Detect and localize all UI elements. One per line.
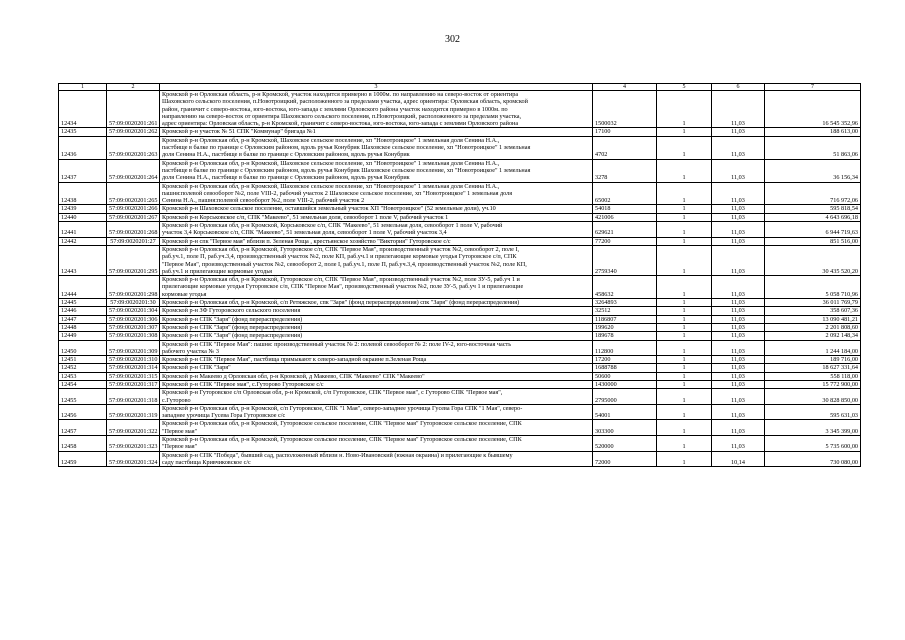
row-number-cell: 12452 xyxy=(59,364,107,372)
land-registry-table-container xyxy=(58,83,860,467)
description-cell xyxy=(160,372,593,380)
area-cell: 112800 xyxy=(593,340,657,356)
area-cell: 1186807 xyxy=(593,315,657,323)
area-cell: 3264893 xyxy=(593,299,657,307)
cadastral-number-cell: 57:09:0020201:315 xyxy=(107,372,160,380)
row-number-cell: 12437 xyxy=(59,159,107,182)
table-row xyxy=(59,364,861,372)
count-cell: 1 xyxy=(657,182,712,205)
rate-cell: 11,03 xyxy=(712,91,765,128)
row-number-cell: 12438 xyxy=(59,182,107,205)
column-header: 2 xyxy=(107,84,160,91)
row-number-cell: 12434 xyxy=(59,91,107,128)
table-row xyxy=(59,222,861,238)
area-cell: 3278 xyxy=(593,159,657,182)
value-cell: 6 944 719,63 xyxy=(765,222,861,238)
count-cell: 1 xyxy=(657,340,712,356)
description-text: Кромской р-н Орловская обл, р-н Кромской, Корськовское с/п, СПК "Макеево", 51 земельная доля, севооборот 1 поле V, рабочий участок 3,4 Корськовское с/п, СПК "Макеево", 51 земельная доля, севооборот 1 поле V, рабочий участок 3,4 xyxy=(162,222,503,237)
row-number-cell: 12436 xyxy=(59,136,107,159)
rate-cell: 11,03 xyxy=(712,222,765,238)
description-cell xyxy=(160,245,593,275)
rate-cell: 11,03 xyxy=(712,420,765,436)
table-row xyxy=(59,436,861,452)
value-cell: 36 011 769,79 xyxy=(765,299,861,307)
row-number-cell: 12459 xyxy=(59,451,107,467)
cadastral-number-cell: 57:09:0020201:266 xyxy=(107,205,160,213)
description-text: Кромской р-н СПК "Первое Мая", пастбища примыкают к северо-западной окраине п.Зеленая Роща xyxy=(162,356,427,364)
area-cell: 199620 xyxy=(593,323,657,331)
description-text: Кромской р-н СПК "Заря" (фонд перераспределения) xyxy=(162,315,303,323)
row-number-cell: 12441 xyxy=(59,222,107,238)
description-cell xyxy=(160,205,593,213)
description-cell xyxy=(160,340,593,356)
cadastral-number-cell: 57:09:0020201:298 xyxy=(107,276,160,299)
rate-cell: 11,03 xyxy=(712,307,765,315)
count-cell: 1 xyxy=(657,380,712,388)
cadastral-number-cell: 57:09:0020201:304 xyxy=(107,307,160,315)
row-number-cell: 12449 xyxy=(59,332,107,340)
rate-cell: 11,03 xyxy=(712,372,765,380)
value-cell: 5 735 600,00 xyxy=(765,436,861,452)
table-row xyxy=(59,323,861,331)
column-header: 5 xyxy=(657,84,712,91)
value-cell: 30 435 520,20 xyxy=(765,245,861,275)
table-row xyxy=(59,299,861,307)
table-row xyxy=(59,213,861,221)
table-row xyxy=(59,356,861,364)
count-cell: 1 xyxy=(657,213,712,221)
rate-cell: 11,03 xyxy=(712,136,765,159)
table-row xyxy=(59,205,861,213)
count-cell: 1 xyxy=(657,315,712,323)
count-cell: 1 xyxy=(657,332,712,340)
value-cell: 188 613,00 xyxy=(765,128,861,136)
value-cell: 36 156,34 xyxy=(765,159,861,182)
land-registry-table xyxy=(58,83,861,467)
rate-cell: 11,03 xyxy=(712,380,765,388)
row-number-cell: 12457 xyxy=(59,420,107,436)
area-cell: 303300 xyxy=(593,420,657,436)
value-cell: 30 828 850,00 xyxy=(765,389,861,405)
cadastral-number-cell: 57:09:0020201:27 xyxy=(107,237,160,245)
value-cell: 5 058 710,96 xyxy=(765,276,861,299)
area-cell: 77200 xyxy=(593,237,657,245)
area-cell: 2759340 xyxy=(593,245,657,275)
value-cell: 15 772 900,00 xyxy=(765,380,861,388)
row-number-cell: 12454 xyxy=(59,380,107,388)
cadastral-number-cell: 57:09:0020201:264 xyxy=(107,159,160,182)
description-cell xyxy=(160,213,593,221)
cadastral-number-cell: 57:09:0020201:307 xyxy=(107,323,160,331)
cadastral-number-cell: 57:09:0020201:261 xyxy=(107,91,160,128)
column-header: 1 xyxy=(59,84,107,91)
area-cell: 32512 xyxy=(593,307,657,315)
description-cell xyxy=(160,299,593,307)
table-row xyxy=(59,237,861,245)
count-cell: 1 xyxy=(657,159,712,182)
description-cell xyxy=(160,182,593,205)
description-cell xyxy=(160,323,593,331)
value-cell: 2 092 148,34 xyxy=(765,332,861,340)
description-cell xyxy=(160,136,593,159)
row-number-cell: 12442 xyxy=(59,237,107,245)
description-text: Кромской р-н Орловская обл, р-н Кромской, с/п Ретяжское, спк "Заря" (фонд перераспределения) спк "Заря" (фонд перераспределения) xyxy=(162,299,520,307)
cadastral-number-cell: 57:09:0020201:322 xyxy=(107,420,160,436)
rate-cell: 11,03 xyxy=(712,356,765,364)
description-cell xyxy=(160,307,593,315)
value-cell: 13 090 481,21 xyxy=(765,315,861,323)
description-text: Кромской р-н Орловская обл, р-н Кромской, Гуторовское с/п, СПК "Первое Мая", производственный участок №2, поле ЗУ-5, раб.уч 1 и прилегающие кормовые угодья Гуторовское с/п, СПК "Первое Мая", производственный участок №2, поле ЗУ-5, раб.уч 1 и прилегающие кормовые угодья xyxy=(162,276,524,298)
rate-cell: 11,03 xyxy=(712,315,765,323)
rate-cell: 11,03 xyxy=(712,213,765,221)
row-number-cell: 12443 xyxy=(59,245,107,275)
table-row xyxy=(59,340,861,356)
cadastral-number-cell: 57:09:0020201:324 xyxy=(107,451,160,467)
value-cell: 51 863,06 xyxy=(765,136,861,159)
count-cell: 1 xyxy=(657,323,712,331)
cadastral-number-cell: 57:09:0020201:262 xyxy=(107,128,160,136)
rate-cell: 11,03 xyxy=(712,436,765,452)
cadastral-number-cell: 57:09:0020201:317 xyxy=(107,380,160,388)
row-number-cell: 12440 xyxy=(59,213,107,221)
description-cell xyxy=(160,159,593,182)
value-cell: 595 818,54 xyxy=(765,205,861,213)
value-cell: 2 201 808,60 xyxy=(765,323,861,331)
table-row xyxy=(59,307,861,315)
count-cell: 1 xyxy=(657,364,712,372)
table-row xyxy=(59,128,861,136)
rate-cell: 11,03 xyxy=(712,237,765,245)
description-cell xyxy=(160,436,593,452)
rate-cell: 11,03 xyxy=(712,159,765,182)
column-header: 3 xyxy=(160,84,593,91)
row-number-cell: 12444 xyxy=(59,276,107,299)
value-cell: 189 716,00 xyxy=(765,356,861,364)
table-row xyxy=(59,332,861,340)
value-cell: 4 643 696,18 xyxy=(765,213,861,221)
row-number-cell: 12447 xyxy=(59,315,107,323)
value-cell: 716 972,06 xyxy=(765,182,861,205)
description-cell xyxy=(160,380,593,388)
area-cell: 54018 xyxy=(593,205,657,213)
description-text: Кромской р-н СПК "Первое мая", с.Гуторово Гуторовское с/с xyxy=(162,380,324,388)
description-text: Кромской р-н СПК "Первое Мая": пашня: производственный участок № 2: полевой севооборот № 2: поле IV-2, юго-восточная часть рабочего участка № 3 xyxy=(162,340,512,355)
row-number-cell: 12448 xyxy=(59,323,107,331)
description-cell xyxy=(160,237,593,245)
row-number-cell: 12450 xyxy=(59,340,107,356)
area-cell: 520000 xyxy=(593,436,657,452)
count-cell: 1 xyxy=(657,276,712,299)
count-cell: 1 xyxy=(657,436,712,452)
description-cell xyxy=(160,404,593,420)
value-cell: 16 545 352,96 xyxy=(765,91,861,128)
description-cell xyxy=(160,222,593,238)
description-cell xyxy=(160,356,593,364)
description-cell xyxy=(160,451,593,467)
description-text: Кромской р-н СПК "Победа", бывший сад, расположенный вблизи н. Ново-Ивановский (южная окраина) и прилегающие к бывшему саду пастбища Кривчиковское с/с xyxy=(162,451,513,466)
description-text: Кромской р-н Макеево д Орловская обл, р-н Кромской, д Макеево, СПК "Макеево" СПК "Макеево" xyxy=(162,372,425,380)
rate-cell: 10,14 xyxy=(712,451,765,467)
area-cell: 1688788 xyxy=(593,364,657,372)
description-text: Кромской р-н Гуторовское с/п Орловская обл, р-н Кромской, с/п Гуторовское, СПК "Первое мая", с Гуторово СПК "Первое мая", с.Гуторово xyxy=(162,389,503,404)
table-body xyxy=(59,91,861,467)
area-cell: 1430000 xyxy=(593,380,657,388)
column-header: 6 xyxy=(712,84,765,91)
table-row xyxy=(59,451,861,467)
area-cell: 629621 xyxy=(593,222,657,238)
row-number-cell: 12435 xyxy=(59,128,107,136)
description-cell xyxy=(160,91,593,128)
count-cell: 1 xyxy=(657,222,712,238)
area-cell: 458632 xyxy=(593,276,657,299)
table-row xyxy=(59,404,861,420)
table-row xyxy=(59,315,861,323)
area-cell: 65002 xyxy=(593,182,657,205)
count-cell: 1 xyxy=(657,451,712,467)
count-cell: 1 xyxy=(657,372,712,380)
description-text: Кромской р-н СПК "Заря" (фонд перераспределения) xyxy=(162,332,303,340)
rate-cell: 11,03 xyxy=(712,323,765,331)
description-text: Кромской р-н Орловская обл, р-н Кромской, Шаховское сельское поселение, хп "Новотроицкое" 1 земельная доля Сенина Н.А., пастбище в балке по границе с Орловским районом, вдоль ручья Конубрик Шаховское сельское поселение, хп "Новотроицкое" 1 земельная доля Сенина Н.А., пастбище в балке по границе с Орловским районом, вдоль ручья Конубрик xyxy=(162,136,531,159)
cadastral-number-cell: 57:09:0020201:265 xyxy=(107,182,160,205)
description-text: Кромской р-н Орловская обл, р-н Кромской, Гуторовское с/п, СПК "Первое Мая", производственный участок №2, севооборот 2, поле I, раб.уч.1, поле П, раб.уч.3,4, производственный участок №2, поле КП, раб.уч.1 и прилегающие кормовые угодья Гуторовское с/п, СПК "Первое Мая", производственный участок №2, севооборот 2, поле I, раб.уч.1, поле П, раб.уч.3,4, производственный участок №2, поле КП, раб.уч.1 и прилегающие кормовые угодья xyxy=(162,245,527,275)
description-text: Кромской р-н Шаховское сельское поселение, оставшийся земельный участок ХП "Новотроицкое" (52 земельные доли), уч.10 xyxy=(162,205,496,213)
count-cell: 1 xyxy=(657,128,712,136)
rate-cell: 11,03 xyxy=(712,128,765,136)
rate-cell: 11,03 xyxy=(712,332,765,340)
description-cell xyxy=(160,128,593,136)
table-row xyxy=(59,380,861,388)
description-text: Кромской р-н Орловская обл, р-н Кромской, Шаховское сельское поселение, хп "Новотроицкое" 1 земельная доля Сенина Н.А., пастбище в балке по границе с Орловским районом, вдоль ручья Конубрик Шаховское сельское поселение, хп "Новотроицкое" 1 земельная доля Сенина Н.А., пастбище в балке по границе с Орловским районом, вдоль ручья Конубрик xyxy=(162,159,531,182)
cadastral-number-cell: 57:09:0020201:306 xyxy=(107,315,160,323)
cadastral-number-cell: 57:09:0020201:308 xyxy=(107,332,160,340)
row-number-cell: 12439 xyxy=(59,205,107,213)
column-header: 7 xyxy=(765,84,861,91)
cadastral-number-cell: 57:09:0020201:309 xyxy=(107,340,160,356)
row-number-cell: 12456 xyxy=(59,404,107,420)
count-cell: 1 xyxy=(657,307,712,315)
value-cell: 358 607,36 xyxy=(765,307,861,315)
cadastral-number-cell: 57:09:0020201:263 xyxy=(107,136,160,159)
value-cell: 851 516,00 xyxy=(765,237,861,245)
rate-cell: 11,03 xyxy=(712,245,765,275)
area-cell: 54001 xyxy=(593,404,657,420)
table-row xyxy=(59,136,861,159)
table-row xyxy=(59,276,861,299)
table-row xyxy=(59,389,861,405)
rate-cell: 11,03 xyxy=(712,364,765,372)
value-cell: 18 627 331,64 xyxy=(765,364,861,372)
value-cell: 595 631,03 xyxy=(765,404,861,420)
description-cell xyxy=(160,332,593,340)
value-cell: 730 080,00 xyxy=(765,451,861,467)
description-text: Кромской р-н Орловская обл, р-н Кромской, Шаховское сельское поселение, хп "Новотроицкое" 1 земельная доля Сенина Н.А., пашня:полевой севооборот №2, поле VIII-2, рабочий участок 2 Шаховское сельское поселение, хп "Новотроицкое" 1 земельная доля Сенина Н.А., пашня:полевой севооборот №2, поле VIII-2, рабочий участок 2 xyxy=(162,182,513,205)
area-cell: 17100 xyxy=(593,128,657,136)
count-cell: 1 xyxy=(657,245,712,275)
cadastral-number-cell: 57:09:0020201:310 xyxy=(107,356,160,364)
description-text: Кромской р-н Корськовское с/п, СПК "Макеево", 51 земельная доля, севооборот 1 поле V, рабочий участок 1 xyxy=(162,213,449,221)
count-cell: 1 xyxy=(657,420,712,436)
cadastral-number-cell: 57:09:0020201:323 xyxy=(107,436,160,452)
description-cell xyxy=(160,420,593,436)
area-cell: 17200 xyxy=(593,356,657,364)
count-cell: 1 xyxy=(657,136,712,159)
area-cell: 50600 xyxy=(593,372,657,380)
row-number-cell: 12458 xyxy=(59,436,107,452)
cadastral-number-cell: 57:09:0020201:319 xyxy=(107,404,160,420)
table-row xyxy=(59,159,861,182)
table-row xyxy=(59,420,861,436)
description-text: Кромской р-н СПК "Заря" (фонд перераспределения) xyxy=(162,323,303,331)
description-cell xyxy=(160,315,593,323)
count-cell: 1 xyxy=(657,237,712,245)
description-text: Кромской р-н спк "Первое мая" вблизи п. Зеленая Роща , крестьянское хозяйство "Виктория" Гуторовское с/с xyxy=(162,237,451,245)
description-text: Кромской р-н Орловская обл, р-н Кромской, Гуторовское сельское поселение, СПК "Первое мая" Гуторовское сельское поселение, СПК "Первое мая" xyxy=(162,436,522,451)
row-number-cell: 12445 xyxy=(59,299,107,307)
count-cell: 1 xyxy=(657,91,712,128)
count-cell: 1 xyxy=(657,299,712,307)
page-number: 302 xyxy=(445,34,460,45)
area-cell: 2795000 xyxy=(593,389,657,405)
rate-cell: 11,03 xyxy=(712,340,765,356)
table-row xyxy=(59,182,861,205)
description-text: Кромской р-н участок № 51 СПК "Коммунар" бригада №1 xyxy=(162,128,316,136)
table-row xyxy=(59,372,861,380)
cadastral-number-cell: 57:09:0020201:318 xyxy=(107,389,160,405)
description-text: Кромской р-н Орловская обл, р-н Кромской, с/п Гуторовское, СПК "1 Мая", северо-западнее урочища Гусева Гора СПК "1 Мая", северо- западнее урочища Гусева Гора Гуторовское с/с xyxy=(162,404,523,420)
description-text: Кромской р-н ЗФ Гуторовского сельского поселения xyxy=(162,307,301,315)
value-cell: 558 118,00 xyxy=(765,372,861,380)
rate-cell: 11,03 xyxy=(712,182,765,205)
cadastral-number-cell: 57:09:0020201:295 xyxy=(107,245,160,275)
area-cell: 1500032 xyxy=(593,91,657,128)
rate-cell: 11,03 xyxy=(712,299,765,307)
description-cell xyxy=(160,276,593,299)
table-row xyxy=(59,91,861,128)
count-cell: 1 xyxy=(657,404,712,420)
cadastral-number-cell: 57:09:0020201:267 xyxy=(107,213,160,221)
description-text: Кромской р-н Орловская обл, р-н Кромской, Гуторовское сельское поселение, СПК "Первое мая" Гуторовское сельское поселение, СПК "Первое мая" xyxy=(162,420,522,435)
value-cell: 1 244 184,00 xyxy=(765,340,861,356)
row-number-cell: 12455 xyxy=(59,389,107,405)
cadastral-number-cell: 57:09:0020201:30 xyxy=(107,299,160,307)
description-text: Кромской р-н СПК "Заря" xyxy=(162,364,231,372)
area-cell: 421006 xyxy=(593,213,657,221)
row-number-cell: 12451 xyxy=(59,356,107,364)
rate-cell: 11,03 xyxy=(712,404,765,420)
description-cell xyxy=(160,364,593,372)
count-cell: 1 xyxy=(657,205,712,213)
description-cell xyxy=(160,389,593,405)
value-cell: 3 345 399,00 xyxy=(765,420,861,436)
cadastral-number-cell: 57:09:0020201:314 xyxy=(107,364,160,372)
rate-cell: 11,03 xyxy=(712,389,765,405)
count-cell: 1 xyxy=(657,389,712,405)
area-cell: 4702 xyxy=(593,136,657,159)
count-cell: 1 xyxy=(657,356,712,364)
column-header: 4 xyxy=(593,84,657,91)
area-cell: 189678 xyxy=(593,332,657,340)
header-row xyxy=(59,84,861,91)
row-number-cell: 12446 xyxy=(59,307,107,315)
description-text: Кромской р-н Орловская область, р-н Кромской, участок находится примерно в 1000м. по направлению на северо-восток от ориентира Шаховского сельского поселения, п.Новотроицкий, расположенного за пределами участка, адрес ориентира: Орловская область, кромской район, граничит с северо-востока, юго-востока, юго-запада с землями Орловского района участок находится примерно в 1000м. по направлению на северо-восток от ориентира Шаховского сельского поселения, п.Новотроицкий, расположенного за пределами участка, адрес ориентира: Орловская область, р-н Кромской, граничит с северо-востока, юго-востока, юго-запада с землями Орловского района xyxy=(162,91,528,128)
row-number-cell: 12453 xyxy=(59,372,107,380)
rate-cell: 11,03 xyxy=(712,276,765,299)
cadastral-number-cell: 57:09:0020201:268 xyxy=(107,222,160,238)
table-row xyxy=(59,245,861,275)
area-cell: 72000 xyxy=(593,451,657,467)
rate-cell: 11,03 xyxy=(712,205,765,213)
